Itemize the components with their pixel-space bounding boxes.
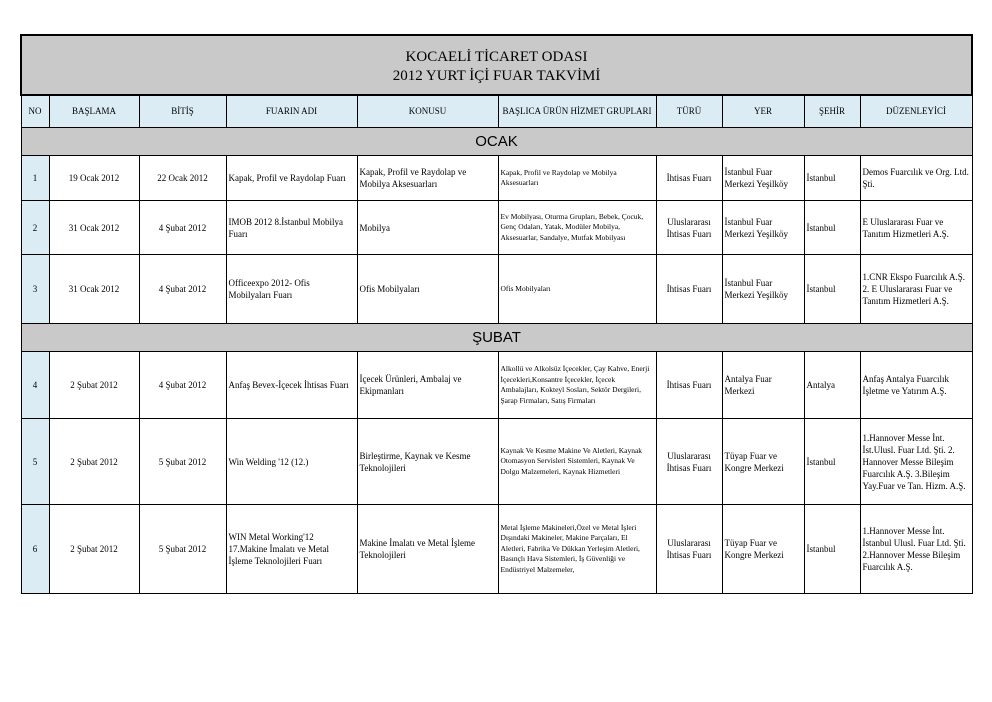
cell-product-groups: Kaynak Ve Kesme Makine Ve Aletleri, Kaynak Otomasyon Servisleri Sistemleri, Kaynak Ve Dolgu Malzemeleri, Kaynak Hizmetleri xyxy=(498,419,656,505)
cell-type: Uluslararası İhtisas Fuarı xyxy=(656,505,722,594)
cell-product-groups: Ev Mobilyası, Oturma Grupları, Bebek, Çocuk, Genç Odaları, Yatak, Modüler Mobilya, Aksesuarlar, Sandalye, Mutfak Mobilyası xyxy=(498,201,656,255)
cell-start: 2 Şubat 2012 xyxy=(49,505,139,594)
cell-organizer: Demos Fuarcılık ve Org. Ltd. Şti. xyxy=(860,156,972,201)
cell-fair-name: WIN Metal Working'12 17.Makine İmalatı ve Metal İşleme Teknolojileri Fuarı xyxy=(226,505,357,594)
cell-product-groups: Kapak, Profil ve Raydolap ve Mobilya Aksesuarları xyxy=(498,156,656,201)
cell-no: 1 xyxy=(21,156,49,201)
header-city: ŞEHİR xyxy=(804,95,860,128)
cell-no: 3 xyxy=(21,255,49,324)
table-row xyxy=(21,201,972,255)
cell-fair-name: Kapak, Profil ve Raydolap Fuarı xyxy=(226,156,357,201)
fair-calendar-sheet xyxy=(20,34,971,594)
cell-topic: Birleştirme, Kaynak ve Kesme Teknolojileri xyxy=(357,419,498,505)
title-line-2: 2012 YURT İÇİ FUAR TAKVİMİ xyxy=(392,68,601,84)
table-row xyxy=(21,156,972,201)
cell-fair-name: Anfaş Bevex-İçecek İhtisas Fuarı xyxy=(226,352,357,419)
month-row-subat xyxy=(21,324,972,352)
cell-fair-name: IMOB 2012 8.İstanbul Mobilya Fuarı xyxy=(226,201,357,255)
header-organizer: DÜZENLEYİCİ xyxy=(860,95,972,128)
cell-city: İstanbul xyxy=(804,255,860,324)
cell-start: 31 Ocak 2012 xyxy=(49,201,139,255)
header-end: BİTİŞ xyxy=(139,95,226,128)
month-label: ŞUBAT xyxy=(21,324,972,352)
table-row xyxy=(21,352,972,419)
cell-end: 4 Şubat 2012 xyxy=(139,201,226,255)
cell-start: 2 Şubat 2012 xyxy=(49,352,139,419)
cell-city: İstanbul xyxy=(804,505,860,594)
cell-start: 2 Şubat 2012 xyxy=(49,419,139,505)
month-label: OCAK xyxy=(21,128,972,156)
cell-fair-name: Officeexpo 2012- Ofis Mobilyaları Fuarı xyxy=(226,255,357,324)
cell-topic: Makine İmalatı ve Metal İşleme Teknolojileri xyxy=(357,505,498,594)
cell-type: Uluslararası İhtisas Fuarı xyxy=(656,419,722,505)
month-row-ocak xyxy=(21,128,972,156)
cell-place: Tüyap Fuar ve Kongre Merkezi xyxy=(722,419,804,505)
cell-organizer: 1.Hannover Messe İnt. İst.Ulusl. Fuar Ltd. Şti. 2. Hannover Messe Bileşim Fuarcılık A.Ş. 3.Bileşim Yay.Fuar ve Tan. Hizm. A.Ş. xyxy=(860,419,972,505)
cell-place: Antalya Fuar Merkezi xyxy=(722,352,804,419)
cell-end: 4 Şubat 2012 xyxy=(139,352,226,419)
cell-no: 6 xyxy=(21,505,49,594)
cell-no: 5 xyxy=(21,419,49,505)
cell-product-groups: Ofis Mobilyaları xyxy=(498,255,656,324)
cell-place: İstanbul Fuar Merkezi Yeşilköy xyxy=(722,255,804,324)
cell-topic: İçecek Ürünleri, Ambalaj ve Ekipmanları xyxy=(357,352,498,419)
cell-topic: Ofis Mobilyaları xyxy=(357,255,498,324)
cell-type: İhtisas Fuarı xyxy=(656,156,722,201)
cell-end: 22 Ocak 2012 xyxy=(139,156,226,201)
cell-city: İstanbul xyxy=(804,201,860,255)
cell-type: İhtisas Fuarı xyxy=(656,255,722,324)
header-topic: KONUSU xyxy=(357,95,498,128)
cell-fair-name: Win Welding '12 (12.) xyxy=(226,419,357,505)
table-header-row xyxy=(21,95,972,128)
fair-calendar-table xyxy=(20,34,973,594)
cell-city: İstanbul xyxy=(804,419,860,505)
cell-end: 5 Şubat 2012 xyxy=(139,505,226,594)
table-row xyxy=(21,505,972,594)
table-row xyxy=(21,255,972,324)
cell-no: 4 xyxy=(21,352,49,419)
cell-city: Antalya xyxy=(804,352,860,419)
cell-type: İhtisas Fuarı xyxy=(656,352,722,419)
cell-organizer: E Uluslararası Fuar ve Tanıtım Hizmetleri A.Ş. xyxy=(860,201,972,255)
cell-product-groups: Alkollü ve Alkolsüz İçecekler, Çay Kahve, Enerji İçecekleri,Konsantre İçecekler, İçecek Ambalajları, Kokteyl Sosları, Sektör Dergileri, Şarap Firmaları, Satış Firmaları xyxy=(498,352,656,419)
table-row xyxy=(21,419,972,505)
header-place: YER xyxy=(722,95,804,128)
cell-place: İstanbul Fuar Merkezi Yeşilköy xyxy=(722,201,804,255)
cell-organizer: 1.CNR Ekspo Fuarcılık A.Ş. 2. E Uluslararası Fuar ve Tanıtım Hizmetleri A.Ş. xyxy=(860,255,972,324)
cell-topic: Kapak, Profil ve Raydolap ve Mobilya Aksesuarları xyxy=(357,156,498,201)
cell-place: İstanbul Fuar Merkezi Yeşilköy xyxy=(722,156,804,201)
cell-organizer: Anfaş Antalya Fuarcılık İşletme ve Yatırım A.Ş. xyxy=(860,352,972,419)
header-product-groups: BAŞLICA ÜRÜN HİZMET GRUPLARI xyxy=(498,95,656,128)
cell-type: Uluslararası İhtisas Fuarı xyxy=(656,201,722,255)
cell-city: İstanbul xyxy=(804,156,860,201)
title-line-1: KOCAELİ TİCARET ODASI xyxy=(405,49,588,65)
cell-organizer: 1.Hannover Messe İnt. İstanbul Ulusl. Fuar Ltd. Şti. 2.Hannover Messe Bileşim Fuarcılık A.Ş. xyxy=(860,505,972,594)
cell-topic: Mobilya xyxy=(357,201,498,255)
document-title xyxy=(21,35,972,95)
header-start: BAŞLAMA xyxy=(49,95,139,128)
cell-end: 4 Şubat 2012 xyxy=(139,255,226,324)
cell-product-groups: Metal İşleme Makineleri,Özel ve Metal İşleri Dışındaki Makineler, Makine Parçaları, El Aletleri, Fabrika Ve Dükkan Yerleşim Aletleri, Basınçlı Hava Sistemleri, İş Güvenliği ve Endüstriyel Malzemeler, xyxy=(498,505,656,594)
header-type: TÜRÜ xyxy=(656,95,722,128)
header-no: NO xyxy=(21,95,49,128)
cell-start: 19 Ocak 2012 xyxy=(49,156,139,201)
cell-place: Tüyap Fuar ve Kongre Merkezi xyxy=(722,505,804,594)
cell-end: 5 Şubat 2012 xyxy=(139,419,226,505)
header-fair-name: FUARIN ADI xyxy=(226,95,357,128)
cell-start: 31 Ocak 2012 xyxy=(49,255,139,324)
cell-no: 2 xyxy=(21,201,49,255)
